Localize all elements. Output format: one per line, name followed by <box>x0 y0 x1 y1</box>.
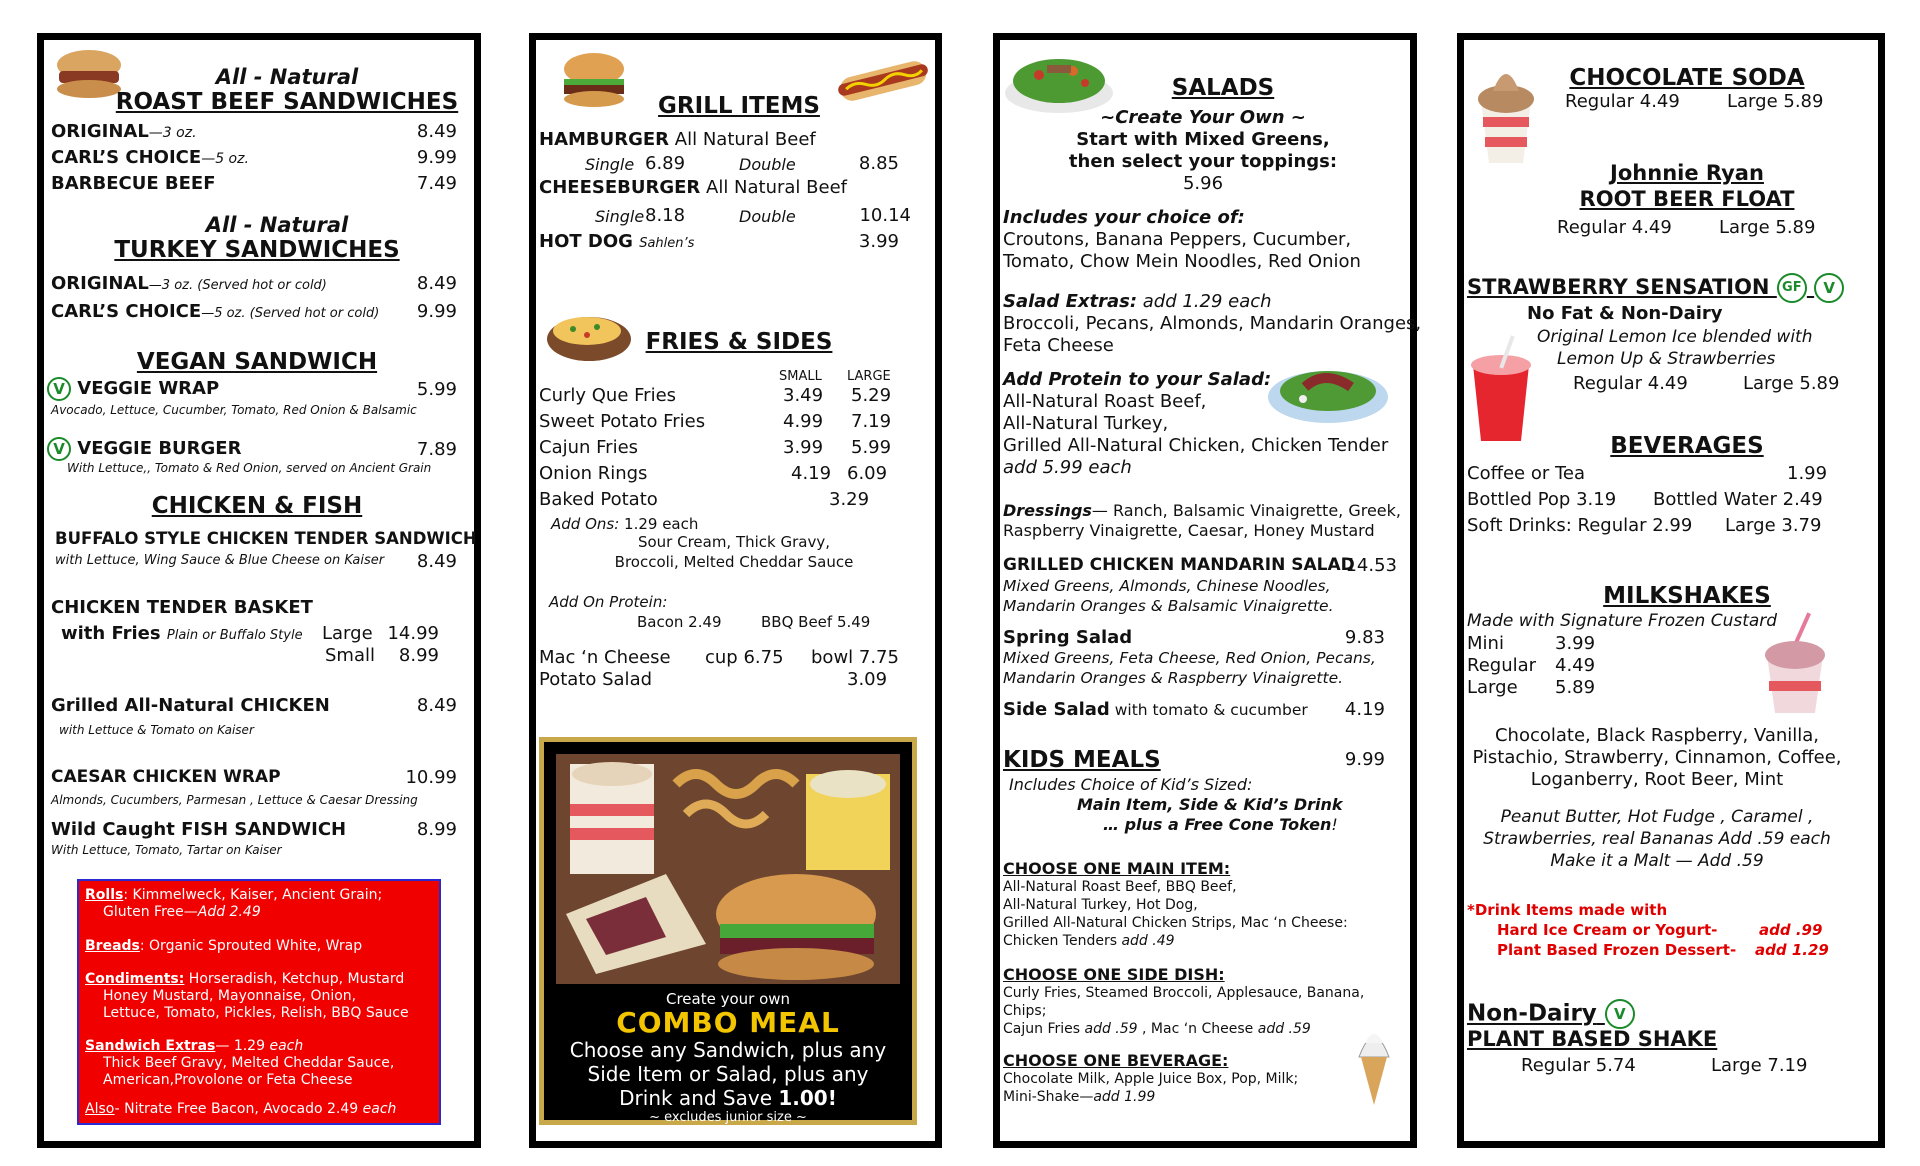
fries-col-small: SMALL <box>779 369 822 384</box>
caesar-desc: Almonds, Cucumbers, Parmesan , Lettuce & Caesar Dressing <box>51 793 418 807</box>
turkey-item-0-price: 8.49 <box>416 273 457 294</box>
basket-small: Small <box>325 645 375 666</box>
veggie-burger-desc: With Lettuce,, Tomato & Red Onion, served on Ancient Grain <box>67 461 432 475</box>
fries-row-0-small: 3.49 <box>783 385 824 406</box>
salads-start-2: then select your toppings: <box>1068 151 1338 172</box>
also-line: Also- Nitrate Free Bacon, Avocado 2.49 each <box>85 1101 397 1117</box>
kids-cone: … plus a Free Cone Token! <box>1103 815 1338 834</box>
roast-item-1-price: 9.99 <box>416 147 457 168</box>
salad-extras-2: Feta Cheese <box>1003 335 1114 356</box>
fries-row-1-small: 4.99 <box>783 411 824 432</box>
baked-potato-price: 3.29 <box>829 489 870 510</box>
salad-extras-1: Broccoli, Pecans, Almonds, Mandarin Oranges, <box>1003 313 1422 334</box>
milkshake-image <box>1757 611 1833 715</box>
roast-item-0: ORIGINAL—3 oz. <box>51 121 197 142</box>
cheeseburger-single-price: 8.18 <box>645 205 686 226</box>
salads-title: SALADS <box>1171 75 1275 101</box>
plant-regular: Regular 5.74 <box>1521 1055 1636 1076</box>
addons-line: Add Ons: 1.29 each <box>551 515 699 533</box>
spring-desc-2: Mandarin Oranges & Raspberry Vinaigrette. <box>1003 669 1344 687</box>
shakes-flavors-3: Loganberry, Root Beer, Mint <box>1530 769 1784 790</box>
kids-bev-1: Chocolate Milk, Apple Juice Box, Pop, Milk; <box>1003 1071 1299 1087</box>
shakes-flavors-1: Chocolate, Black Raspberry, Vanilla, <box>1494 725 1820 746</box>
side-salad-price: 4.19 <box>1344 699 1385 720</box>
drink-note-1: *Drink Items made with <box>1467 901 1668 919</box>
fries-row-3-large: 6.09 <box>847 463 888 484</box>
spring-price: 9.83 <box>1344 627 1385 648</box>
combo-food-image <box>556 754 900 984</box>
turkey-item-0: ORIGINAL—3 oz. (Served hot or cold) <box>51 273 327 294</box>
strawberry-drink-image <box>1465 335 1537 445</box>
hamburger-image <box>559 51 629 109</box>
hamburger-single-price: 6.89 <box>645 153 686 174</box>
vegan-badge-icon: V <box>1605 999 1635 1029</box>
bev-soft: Soft Drinks: Regular 2.99 <box>1467 515 1693 536</box>
protein-label: Add On Protein: <box>549 593 668 611</box>
rolls-line: Rolls: Kimmelweck, Kaiser, Ancient Grain; <box>85 887 383 903</box>
combo-line-2: COMBO MEAL <box>616 1006 840 1039</box>
fries-title: FRIES & SIDES <box>645 329 833 355</box>
fish-name: Wild Caught FISH SANDWICH <box>51 819 347 840</box>
shakes-mini: Mini <box>1467 633 1504 654</box>
bev-title: BEVERAGES <box>1610 433 1764 459</box>
protein-bacon: Bacon 2.49 <box>637 613 722 631</box>
kids-side-2: Chips; <box>1003 1003 1047 1019</box>
kids-main-2: All-Natural Turkey, Hot Dog, <box>1003 897 1198 913</box>
combo-line-3: Choose any Sandwich, plus any <box>569 1038 887 1062</box>
fries-row-2-small: 3.99 <box>783 437 824 458</box>
basket-large: Large <box>322 623 373 644</box>
kids-main-3: Grilled All-Natural Chicken Strips, Mac ‘n Cheese: <box>1003 915 1348 931</box>
fries-col-large: LARGE <box>847 369 891 384</box>
gcm-price: 14.53 <box>1345 555 1397 576</box>
potato-salad-name: Potato Salad <box>539 669 653 690</box>
drink-note-2: Hard Ice Cream or Yogurt- add .99 <box>1497 921 1823 939</box>
turkey-item-1-price: 9.99 <box>416 301 457 322</box>
salads-create: ~Create Your Own ~ <box>1100 107 1306 128</box>
salad-protein-label: Add Protein to your Salad: <box>1003 369 1272 390</box>
plant-title-2: PLANT BASED SHAKE <box>1467 1027 1718 1051</box>
vegan-badge-icon: V <box>47 437 71 461</box>
mac-cup: cup 6.75 <box>705 647 784 668</box>
fries-row-1-name: Sweet Potato Fries <box>539 411 706 432</box>
gcm-desc-2: Mandarin Oranges & Balsamic Vinaigrette. <box>1003 597 1334 615</box>
kids-price: 9.99 <box>1344 749 1385 770</box>
veggie-wrap-price: 5.99 <box>416 379 457 400</box>
salad-protein-3: Grilled All-Natural Chicken, Chicken Tender <box>1003 435 1389 456</box>
hamburger-double-price: 8.85 <box>858 153 899 174</box>
kids-title: KIDS MEALS <box>1003 747 1161 773</box>
cheeseburger-double-price: 10.14 <box>859 205 911 226</box>
bev-coffee-price: 1.99 <box>1787 463 1828 484</box>
shakes-regular-price: 4.49 <box>1555 655 1596 676</box>
sandwich-extras-line-3: American,Provolone or Feta Cheese <box>103 1072 353 1088</box>
fries-row-0-large: 5.29 <box>851 385 892 406</box>
bev-pop: Bottled Pop 3.19 <box>1467 489 1617 510</box>
sandwich-extras-box <box>77 879 441 1125</box>
breads-line: Breads: Organic Sprouted White, Wrap <box>85 938 363 954</box>
dressings-line-2: Raspberry Vinaigrette, Caesar, Honey Mustard <box>1003 521 1375 540</box>
salad-protein-4: add 5.99 each <box>1003 457 1132 478</box>
straw-line-2: Original Lemon Ice blended with <box>1537 327 1813 347</box>
soda-large: Large 5.89 <box>1727 91 1824 112</box>
shakes-regular: Regular <box>1467 655 1537 676</box>
mac-bowl: bowl 7.75 <box>811 647 899 668</box>
condiments-line-2: Honey Mustard, Mayonnaise, Onion, <box>103 988 357 1004</box>
vegan-title: VEGAN SANDWICH <box>136 349 378 375</box>
shakes-large: Large <box>1467 677 1518 698</box>
bev-soft-large: Large 3.79 <box>1725 515 1822 536</box>
plant-large: Large 7.19 <box>1711 1055 1808 1076</box>
buffalo-price: 8.49 <box>416 551 457 572</box>
roast-item-2: BARBECUE BEEF <box>51 173 216 194</box>
dressings-line: Dressings— Ranch, Balsamic Vinaigrette, Greek, <box>1003 501 1401 520</box>
spring-desc-1: Mixed Greens, Feta Cheese, Red Onion, Pecans, <box>1003 649 1376 667</box>
baked-potato-image <box>543 303 635 365</box>
cheeseburger-single: Single <box>595 207 645 226</box>
hamburger-double: Double <box>739 155 796 174</box>
veggie-burger: V VEGGIE BURGER <box>47 437 241 461</box>
kids-includes: Includes Choice of Kid’s Sized: <box>1009 775 1253 794</box>
roast-item-1: CARL’S CHOICE—5 oz. <box>51 147 249 168</box>
kids-main-4: Chicken Tenders add .49 <box>1003 933 1175 949</box>
kids-main-label: CHOOSE ONE MAIN ITEM: <box>1003 859 1231 878</box>
panel-grill-fries <box>529 33 942 1148</box>
straw-title: STRAWBERRY SENSATION GF V <box>1467 273 1844 303</box>
buffalo-desc: with Lettuce, Wing Sauce & Blue Cheese on Kaiser <box>55 553 385 568</box>
combo-meal-box <box>539 737 917 1125</box>
hamburger-single: Single <box>585 155 635 174</box>
grilled-name: Grilled All-Natural CHICKEN <box>51 695 330 716</box>
kids-bev-2: Mini-Shake—add 1.99 <box>1003 1089 1156 1105</box>
straw-line-1: No Fat & Non-Dairy <box>1527 303 1723 324</box>
salads-includes-2: Tomato, Chow Mein Noodles, Red Onion <box>1003 251 1361 272</box>
kids-main: Main Item, Side & Kid’s Drink <box>1077 795 1343 814</box>
cheeseburger-line: CHEESEBURGER All Natural Beef <box>539 177 847 198</box>
hamburger-line: HAMBURGER All Natural Beef <box>539 129 816 150</box>
basket-large-price: 14.99 <box>387 623 439 644</box>
basket-small-price: 8.99 <box>398 645 439 666</box>
combo-line-1: Create your own <box>665 990 791 1008</box>
salad-protein-2: All-Natural Turkey, <box>1003 413 1169 434</box>
roast-beef-salad-image <box>1265 349 1391 427</box>
vegan-badge-icon: V <box>1814 273 1844 303</box>
sandwich-extras-line: Sandwich Extras— 1.29 each <box>85 1038 304 1054</box>
basket-with: with Fries Plain or Buffalo Style <box>61 623 303 644</box>
baked-potato-name: Baked Potato <box>539 489 658 510</box>
soda-title: CHOCOLATE SODA <box>1569 65 1805 91</box>
hotdog-price: 3.99 <box>858 231 899 252</box>
fries-row-3-small: 4.19 <box>791 463 832 484</box>
float-large: Large 5.89 <box>1719 217 1816 238</box>
fish-price: 8.99 <box>416 819 457 840</box>
turkey-item-1: CARL’S CHOICE—5 oz. (Served hot or cold) <box>51 301 380 322</box>
float-title-2: ROOT BEER FLOAT <box>1579 187 1795 211</box>
gcm-desc-1: Mixed Greens, Almonds, Chinese Noodles, <box>1003 577 1331 595</box>
grill-title: GRILL ITEMS <box>658 93 820 119</box>
condiments-line: Condiments: Horseradish, Ketchup, Mustard <box>85 971 405 987</box>
fries-row-2-name: Cajun Fries <box>539 437 639 458</box>
plant-title-1: Non-Dairy V <box>1467 999 1635 1029</box>
potato-salad-price: 3.09 <box>847 669 888 690</box>
panel-drinks <box>1457 33 1885 1148</box>
gcm-name: GRILLED CHICKEN MANDARIN SALAD <box>1003 555 1355 575</box>
hotdog-line: HOT DOG Sahlen’s <box>539 231 695 252</box>
fries-row-1-large: 7.19 <box>851 411 892 432</box>
straw-line-3: Lemon Up & Strawberries <box>1557 349 1776 369</box>
fries-row-2-large: 5.99 <box>851 437 892 458</box>
condiments-line-3: Lettuce, Tomato, Pickles, Relish, BBQ Sauce <box>103 1005 409 1021</box>
hot-dog-image <box>835 55 931 105</box>
fries-row-3-name: Onion Rings <box>539 463 648 484</box>
spring-name: Spring Salad <box>1003 627 1133 648</box>
shakes-addons-1: Peanut Butter, Hot Fudge , Caramel , <box>1500 807 1814 827</box>
roast-item-2-price: 7.49 <box>416 173 457 194</box>
salads-price: 5.96 <box>1182 173 1224 194</box>
combo-line-5: Drink and Save 1.00! <box>619 1086 837 1110</box>
kids-side-1: Curly Fries, Steamed Broccoli, Applesauce, Banana, <box>1003 985 1365 1001</box>
salads-includes-1: Croutons, Banana Peppers, Cucumber, <box>1003 229 1352 250</box>
veggie-wrap-desc: Avocado, Lettuce, Cucumber, Tomato, Red Onion & Balsamic <box>51 403 417 417</box>
float-regular: Regular 4.49 <box>1557 217 1672 238</box>
cheeseburger-double: Double <box>739 207 796 226</box>
gluten-free-badge-icon: GF <box>1777 273 1807 303</box>
fries-row-0-name: Curly Que Fries <box>539 385 677 406</box>
turkey-title-1: All - Natural <box>205 213 349 237</box>
rolls-line-2: Gluten Free—Add 2.49 <box>103 904 261 920</box>
basket-name: CHICKEN TENDER BASKET <box>51 597 313 618</box>
kids-main-1: All-Natural Roast Beef, BBQ Beef, <box>1003 879 1237 895</box>
grilled-price: 8.49 <box>416 695 457 716</box>
addons-line-1: Sour Cream, Thick Gravy, <box>637 533 831 551</box>
drink-note-3: Plant Based Frozen Dessert- add 1.29 <box>1497 941 1829 959</box>
ice-cream-cone-image <box>1355 1023 1393 1107</box>
straw-large: Large 5.89 <box>1743 373 1840 394</box>
combo-line-6: ~ excludes junior size ~ <box>649 1110 807 1125</box>
sandwich-extras-line-2: Thick Beef Gravy, Melted Cheddar Sauce, <box>103 1055 395 1071</box>
shakes-addons-3: Make it a Malt — Add .59 <box>1550 851 1764 871</box>
combo-line-4: Side Item or Salad, plus any <box>587 1062 869 1086</box>
chicken-title: CHICKEN & FISH <box>151 493 363 519</box>
chocolate-soda-image <box>1471 61 1541 165</box>
caesar-price: 10.99 <box>405 767 457 788</box>
mac-name: Mac ‘n Cheese <box>539 647 671 668</box>
kids-side-3: Cajun Fries add .59 , Mac ‘n Cheese add .59 <box>1003 1021 1311 1037</box>
kids-bev-label: CHOOSE ONE BEVERAGE: <box>1003 1051 1229 1070</box>
shakes-flavors-2: Pistachio, Strawberry, Cinnamon, Coffee, <box>1472 747 1842 768</box>
salads-start-1: Start with Mixed Greens, <box>1076 129 1330 150</box>
side-salad-line: Side Salad with tomato & cucumber <box>1003 699 1308 720</box>
straw-regular: Regular 4.49 <box>1573 373 1688 394</box>
shakes-title: MILKSHAKES <box>1603 583 1771 609</box>
bev-water: Bottled Water 2.49 <box>1653 489 1823 510</box>
shakes-large-price: 5.89 <box>1555 677 1596 698</box>
salads-includes-label: Includes your choice of: <box>1003 207 1245 228</box>
shakes-made: Made with Signature Frozen Custard <box>1467 611 1778 631</box>
veggie-burger-price: 7.89 <box>416 439 457 460</box>
protein-bbq: BBQ Beef 5.49 <box>761 613 871 631</box>
buffalo-name: BUFFALO STYLE CHICKEN TENDER SANDWICH <box>55 529 477 548</box>
shakes-addons-2: Strawberries, real Bananas Add .59 each <box>1483 829 1831 849</box>
grilled-desc: with Lettuce & Tomato on Kaiser <box>59 723 254 737</box>
kids-side-label: CHOOSE ONE SIDE DISH: <box>1003 965 1225 984</box>
panel-salads-kids <box>993 33 1422 1148</box>
salad-extras-line: Salad Extras: add 1.29 each <box>1003 291 1272 312</box>
float-title-1: Johnnie Ryan <box>1610 161 1764 185</box>
roast-title-2: ROAST BEEF SANDWICHES <box>115 89 459 115</box>
shakes-mini-price: 3.99 <box>1555 633 1596 654</box>
bev-coffee: Coffee or Tea <box>1467 463 1586 484</box>
roast-item-0-price: 8.49 <box>416 121 457 142</box>
addons-line-2: Broccoli, Melted Cheddar Sauce <box>614 553 854 571</box>
vegan-badge-icon: V <box>47 377 71 401</box>
soda-regular: Regular 4.49 <box>1565 91 1680 112</box>
roast-title-1: All - Natural <box>215 65 359 89</box>
fish-desc: With Lettuce, Tomato, Tartar on Kaiser <box>51 843 282 857</box>
caesar-name: CAESAR CHICKEN WRAP <box>51 767 281 787</box>
panel-sandwiches <box>37 33 481 1148</box>
veggie-wrap: V VEGGIE WRAP <box>47 377 219 401</box>
turkey-title-2: TURKEY SANDWICHES <box>114 237 400 263</box>
salad-protein-1: All-Natural Roast Beef, <box>1003 391 1207 412</box>
